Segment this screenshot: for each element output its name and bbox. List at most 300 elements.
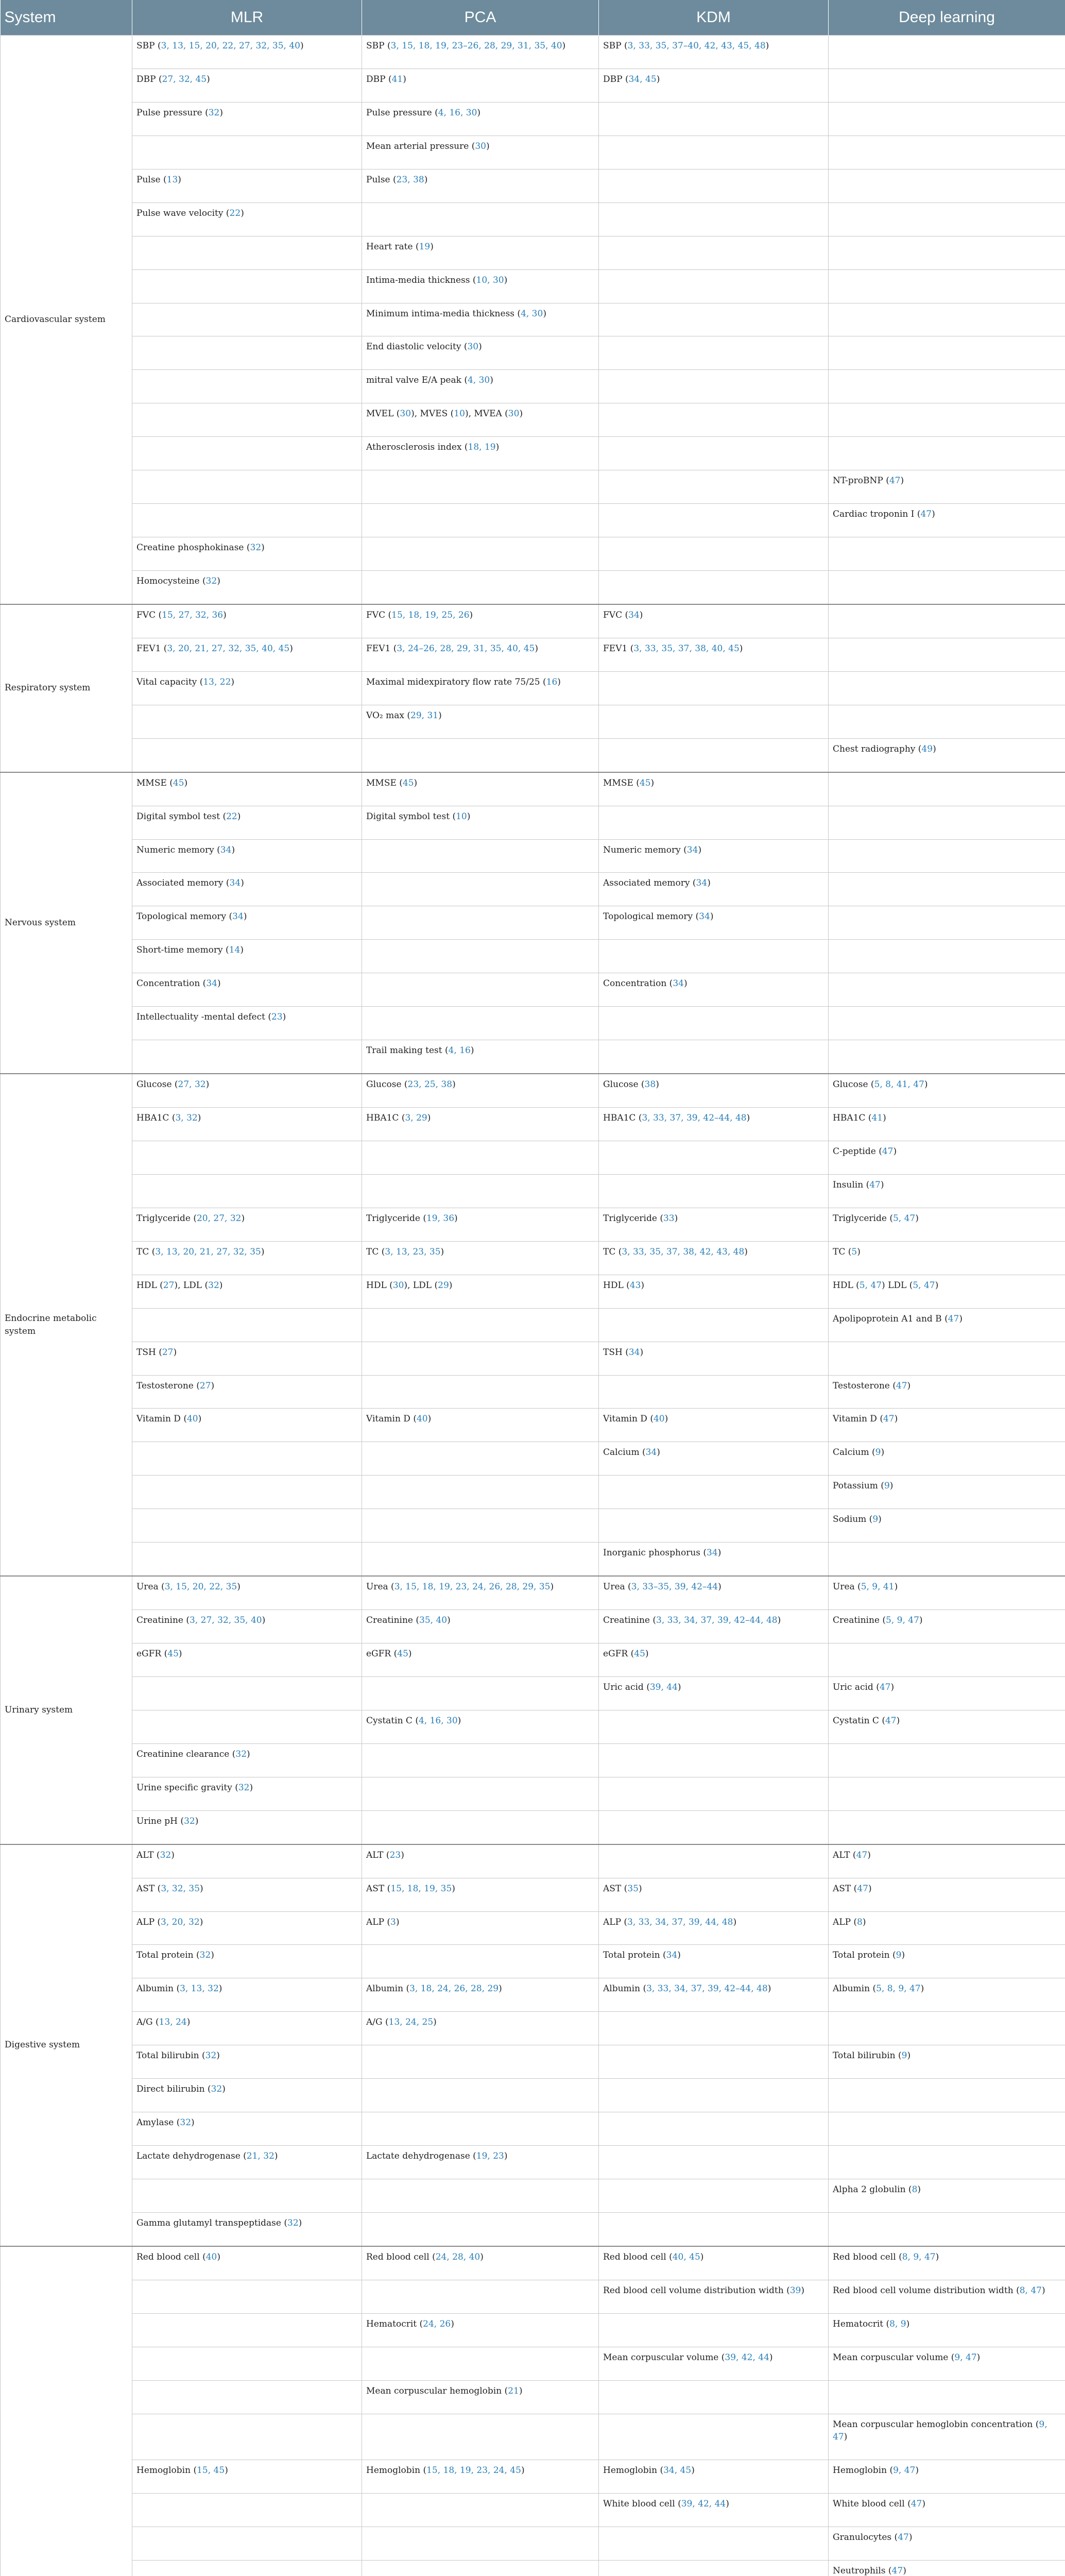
table-cell: HBA1C (41) — [829, 1108, 1065, 1141]
table-cell — [599, 2414, 829, 2460]
header-deep-learning: Deep learning — [829, 0, 1065, 36]
table-cell — [599, 2560, 829, 2576]
table-cell — [132, 2380, 362, 2414]
citation-ref[interactable]: 4, 30 — [521, 308, 543, 319]
table-row — [1, 303, 1065, 336]
citation-ref[interactable]: 32 — [199, 1950, 211, 1961]
table-row — [1, 2012, 1065, 2045]
table-cell — [132, 336, 362, 370]
table-cell — [829, 1777, 1065, 1810]
citation-ref[interactable]: 45 — [402, 777, 414, 788]
citation-ref[interactable]: 30 — [467, 342, 479, 352]
citation-ref[interactable]: 19, 36 — [426, 1213, 455, 1224]
citation-ref[interactable]: 9, 47 — [893, 2465, 916, 2476]
citation-ref[interactable]: 3, 33, 34, 37, 39, 42–44, 48 — [646, 1984, 768, 1994]
table-row — [1, 738, 1065, 772]
citation-ref[interactable]: 5 — [851, 1246, 857, 1257]
table-cell: AST (47) — [829, 1878, 1065, 1911]
citation-ref[interactable]: 16 — [546, 676, 558, 687]
citation-ref[interactable]: 45 — [167, 1649, 179, 1659]
citation-ref[interactable]: 9, 47 — [954, 2352, 977, 2363]
table-cell: Digital symbol test (10) — [362, 806, 599, 839]
table-row — [1, 1074, 1065, 1107]
table-cell — [829, 2012, 1065, 2045]
citation-ref[interactable]: 32 — [208, 107, 220, 118]
citation-ref[interactable]: 13, 24, 25 — [388, 2017, 434, 2028]
table-cell: Intima-media thickness (10, 30) — [362, 269, 599, 303]
citation-ref[interactable]: 32 — [160, 1850, 171, 1860]
table-row — [1, 1810, 1065, 1844]
table-cell: Short-time memory (14) — [132, 940, 362, 973]
citation-ref[interactable]: 22 — [226, 811, 237, 822]
citation-ref[interactable]: 40 — [653, 1414, 665, 1425]
table-cell — [599, 1810, 829, 1844]
citation-ref[interactable]: 3, 15, 18, 19, 23, 24, 26, 28, 29, 35 — [394, 1582, 551, 1592]
citation-ref[interactable]: 3, 24–26, 28, 29, 31, 35, 40, 45 — [397, 643, 535, 654]
citation-ref[interactable]: 9 — [901, 2050, 907, 2061]
citation-ref[interactable]: 14 — [229, 945, 241, 956]
citation-ref[interactable]: 40 — [205, 2251, 217, 2262]
table-cell — [362, 470, 599, 504]
table-cell — [829, 638, 1065, 671]
citation-ref[interactable]: 32 — [205, 576, 217, 586]
citation-ref[interactable]: 47 — [882, 1146, 894, 1157]
table-cell: Calcium (34) — [599, 1442, 829, 1476]
citation-ref[interactable]: 40, 45 — [672, 2251, 700, 2262]
citation-ref[interactable]: 4, 30 — [467, 375, 490, 386]
table-cell: Insulin (47) — [829, 1174, 1065, 1208]
citation-ref[interactable]: 3, 32, 35 — [161, 1883, 200, 1894]
citation-ref[interactable]: 18, 19 — [468, 442, 496, 453]
table-cell — [362, 2560, 599, 2576]
citation-ref[interactable]: 30 — [508, 409, 520, 419]
table-cell: Neutrophils (47) — [829, 2560, 1065, 2576]
citation-ref[interactable]: 3, 13, 15, 20, 22, 27, 32, 35, 40 — [161, 41, 300, 51]
table-row — [1, 839, 1065, 873]
citation-ref[interactable]: 47 — [869, 1179, 881, 1190]
citation-ref[interactable]: 34 — [229, 878, 241, 889]
table-cell: Glucose (23, 25, 38) — [362, 1074, 599, 1107]
table-row — [1, 1442, 1065, 1476]
citation-ref[interactable]: 3, 15, 18, 19, 23–26, 28, 29, 31, 35, 40 — [390, 41, 562, 51]
table-cell: Minimum intima-media thickness (4, 30) — [362, 303, 599, 336]
table-cell: MMSE (45) — [362, 772, 599, 806]
table-cell — [599, 2179, 829, 2213]
citation-ref[interactable]: 3, 33, 35, 37, 38, 40, 45 — [633, 643, 740, 654]
citation-ref[interactable]: 10 — [456, 811, 467, 822]
citation-ref[interactable]: 32 — [238, 1782, 250, 1793]
citation-ref[interactable]: 8 — [912, 2184, 918, 2195]
table-cell — [829, 940, 1065, 973]
citation-ref[interactable]: 45 — [634, 1649, 645, 1659]
citation-ref[interactable]: 3, 33, 34, 37, 39, 44, 48 — [627, 1917, 733, 1927]
system-cell: Urinary system — [1, 1576, 132, 1844]
citation-ref[interactable]: 34 — [232, 911, 244, 922]
citation-ref[interactable]: 3, 13, 23, 35 — [385, 1246, 441, 1257]
citation-ref[interactable]: 33 — [663, 1213, 675, 1224]
citation-ref[interactable]: 32 — [184, 1816, 195, 1826]
table-cell: Urea (5, 9, 41) — [829, 1576, 1065, 1609]
citation-ref[interactable]: 15, 18, 19, 23, 24, 45 — [426, 2465, 521, 2476]
citation-ref[interactable]: 23, 25, 38 — [407, 1079, 453, 1090]
table-cell: FEV1 (3, 24–26, 28, 29, 31, 35, 40, 45) — [362, 638, 599, 671]
citation-ref[interactable]: 13, 24 — [159, 2017, 187, 2028]
table-cell: Pulse (23, 38) — [362, 169, 599, 202]
citation-ref[interactable]: 22 — [229, 208, 241, 218]
citation-ref[interactable]: 27 — [199, 1380, 211, 1391]
table-cell — [829, 604, 1065, 638]
citation-ref[interactable]: 32 — [250, 543, 262, 553]
citation-ref[interactable]: 8, 9 — [889, 2318, 906, 2329]
citation-ref[interactable]: 47 — [857, 1883, 868, 1894]
citation-ref[interactable]: 34 — [628, 1347, 640, 1358]
citation-ref[interactable]: 3, 20, 21, 27, 32, 35, 40, 45 — [167, 643, 290, 654]
citation-ref[interactable]: 34 — [628, 609, 640, 620]
table-cell: Hematocrit (24, 26) — [362, 2313, 599, 2347]
table-row — [1, 806, 1065, 839]
table-cell — [362, 1007, 599, 1040]
citation-ref[interactable]: 3, 13, 32 — [180, 1984, 219, 1994]
citation-ref[interactable]: 32 — [208, 1280, 219, 1291]
citation-ref[interactable]: 8, 9, 47 — [902, 2251, 936, 2262]
table-cell: AST (35) — [599, 1878, 829, 1911]
citation-ref[interactable]: 27 — [162, 1347, 174, 1358]
table-row — [1, 1710, 1065, 1743]
citation-ref[interactable]: 15, 18, 19, 25, 26 — [391, 609, 470, 620]
table-cell: TC (3, 33, 35, 37, 38, 42, 43, 48) — [599, 1241, 829, 1275]
citation-ref[interactable]: 49 — [921, 743, 933, 754]
citation-ref[interactable]: 23 — [389, 1850, 401, 1860]
table-cell: Potassium (9) — [829, 1476, 1065, 1509]
citation-ref[interactable]: 10, 30 — [476, 275, 504, 285]
table-cell: Urea (3, 15, 18, 19, 23, 24, 26, 28, 29, 35) — [362, 1576, 599, 1609]
header-row — [1, 0, 1065, 36]
citation-ref[interactable]: 3, 33, 37, 39, 42–44, 48 — [642, 1113, 747, 1123]
citation-ref[interactable]: 8 — [857, 1917, 863, 1927]
citation-ref[interactable]: 3, 33, 35, 37–40, 42, 43, 45, 48 — [627, 41, 766, 51]
citation-ref[interactable]: 27, 32 — [178, 1079, 206, 1090]
citation-ref[interactable]: 9 — [884, 1481, 890, 1492]
table-cell — [829, 135, 1065, 169]
citation-ref[interactable]: 5, 47 — [859, 1280, 882, 1291]
citation-ref[interactable]: 10 — [454, 409, 465, 419]
citation-ref[interactable]: 29, 31 — [410, 710, 439, 721]
table-row — [1, 940, 1065, 973]
table-cell: Numeric memory (34) — [599, 839, 829, 873]
citation-ref[interactable]: 3, 32 — [175, 1113, 198, 1123]
citation-ref[interactable]: 34 — [696, 878, 708, 889]
table-cell: FVC (15, 27, 32, 36) — [132, 604, 362, 638]
table-cell: Intellectuality -mental defect (23) — [132, 1007, 362, 1040]
table-cell — [599, 806, 829, 839]
citation-ref[interactable]: 47 — [891, 2565, 903, 2576]
table-cell — [132, 470, 362, 504]
citation-ref[interactable]: 3, 27, 32, 35, 40 — [190, 1615, 262, 1626]
table-cell: FVC (34) — [599, 604, 829, 638]
citation-ref[interactable]: 47 — [948, 1313, 959, 1324]
citation-ref[interactable]: 40 — [186, 1414, 198, 1425]
table-cell — [599, 169, 829, 202]
citation-ref[interactable]: 39, 42, 44 — [725, 2352, 769, 2363]
table-row — [1, 1777, 1065, 1810]
citation-ref[interactable]: 29 — [438, 1280, 449, 1291]
citation-ref[interactable]: 5, 47 — [892, 1213, 916, 1224]
citation-ref[interactable]: 3, 20, 32 — [161, 1917, 200, 1927]
citation-ref[interactable]: 40 — [416, 1414, 428, 1425]
citation-ref[interactable]: 35, 40 — [419, 1615, 448, 1626]
table-cell: Red blood cell (40, 45) — [599, 2246, 829, 2280]
table-cell: SBP (3, 33, 35, 37–40, 42, 43, 45, 48) — [599, 36, 829, 69]
citation-ref[interactable]: 32 — [287, 2217, 299, 2228]
citation-ref[interactable]: 39 — [789, 2285, 801, 2296]
table-cell: MMSE (45) — [599, 772, 829, 806]
table-row — [1, 202, 1065, 236]
table-row — [1, 973, 1065, 1007]
table-cell: Numeric memory (34) — [132, 839, 362, 873]
table-cell: Cystatin C (4, 16, 30) — [362, 1710, 599, 1743]
citation-ref[interactable]: 9 — [872, 1514, 879, 1525]
table-cell: Urea (3, 33–35, 39, 42–44) — [599, 1576, 829, 1609]
citation-ref[interactable]: 47 — [896, 1380, 907, 1391]
table-cell — [599, 1476, 829, 1509]
table-cell: Concentration (34) — [132, 973, 362, 1007]
table-cell: ALP (3) — [362, 1911, 599, 1945]
table-cell: eGFR (45) — [132, 1643, 362, 1677]
table-row — [1, 2146, 1065, 2179]
citation-ref[interactable]: 21 — [508, 2385, 519, 2396]
citation-ref[interactable]: 23 — [271, 1012, 283, 1023]
citation-ref[interactable]: 15, 18, 19, 35 — [390, 1883, 452, 1894]
table-cell — [599, 2045, 829, 2079]
table-cell — [599, 1844, 829, 1878]
citation-ref[interactable]: 47 — [920, 509, 932, 520]
citation-ref[interactable]: 47 — [889, 476, 901, 486]
citation-ref[interactable]: 39, 44 — [649, 1682, 678, 1692]
table-cell: NT-proBNP (47) — [829, 470, 1065, 504]
citation-ref[interactable]: 47 — [885, 1715, 897, 1726]
table-cell — [829, 2079, 1065, 2112]
table-cell — [829, 437, 1065, 470]
system-cell: Cardiovascular system — [1, 36, 132, 604]
table-cell: Uric acid (47) — [829, 1676, 1065, 1710]
table-cell — [132, 1676, 362, 1710]
table-cell — [132, 236, 362, 269]
table-row — [1, 135, 1065, 169]
citation-ref[interactable]: 47 — [879, 1682, 891, 1692]
citation-ref[interactable]: 45 — [397, 1649, 408, 1659]
table-row — [1, 1007, 1065, 1040]
table-cell — [362, 1141, 599, 1174]
citation-ref[interactable]: 34 — [707, 1548, 718, 1558]
table-cell: TSH (34) — [599, 1342, 829, 1375]
citation-ref[interactable]: 9, 47 — [833, 2419, 1047, 2443]
table-cell — [132, 2494, 362, 2527]
citation-ref[interactable]: 3, 33, 35, 37, 38, 42, 43, 48 — [622, 1246, 745, 1257]
citation-ref[interactable]: 5, 8, 9, 47 — [876, 1984, 921, 1994]
table-cell — [599, 537, 829, 571]
table-row — [1, 873, 1065, 906]
citation-ref[interactable]: 45 — [173, 777, 184, 788]
citation-ref[interactable]: 45 — [639, 777, 651, 788]
table-cell — [829, 336, 1065, 370]
citation-ref[interactable]: 41 — [871, 1113, 883, 1123]
table-cell: Urea (3, 15, 20, 22, 35) — [132, 1576, 362, 1609]
citation-ref[interactable]: 3 — [390, 1917, 396, 1927]
citation-ref[interactable]: 32 — [235, 1749, 247, 1759]
table-cell — [599, 236, 829, 269]
table-cell: MVEL (30), MVES (10), MVEA (30) — [362, 403, 599, 437]
citation-ref[interactable]: 20, 27, 32 — [196, 1213, 242, 1224]
citation-ref[interactable]: 41 — [391, 74, 403, 84]
table-cell: Cardiac troponin I (47) — [829, 504, 1065, 537]
table-row — [1, 269, 1065, 303]
table-cell: Hematocrit (8, 9) — [829, 2313, 1065, 2347]
table-cell: HDL (27), LDL (32) — [132, 1275, 362, 1308]
table-row — [1, 36, 1065, 69]
table-cell — [599, 437, 829, 470]
citation-ref[interactable]: 3, 33–35, 39, 42–44 — [631, 1582, 718, 1592]
citation-ref[interactable]: 4, 16 — [448, 1045, 471, 1056]
table-cell: TSH (27) — [132, 1342, 362, 1375]
citation-ref[interactable]: 34 — [645, 1447, 657, 1458]
table-cell — [132, 1442, 362, 1476]
citation-ref[interactable]: 23, 38 — [396, 174, 424, 185]
table-cell — [132, 2280, 362, 2313]
table-cell: Pulse pressure (32) — [132, 102, 362, 135]
table-cell — [599, 2079, 829, 2112]
table-cell — [362, 2347, 599, 2380]
citation-ref[interactable]: 35 — [627, 1883, 639, 1894]
citation-ref[interactable]: 43 — [629, 1280, 641, 1291]
citation-ref[interactable]: 34 — [699, 911, 710, 922]
table-cell: Albumin (3, 33, 34, 37, 39, 42–44, 48) — [599, 1978, 829, 2012]
table-cell: Total protein (32) — [132, 1945, 362, 1978]
citation-ref[interactable]: 30 — [475, 141, 486, 151]
table-row — [1, 370, 1065, 403]
citation-ref[interactable]: 4, 16, 30 — [438, 107, 477, 118]
table-cell: Red blood cell (24, 28, 40) — [362, 2246, 599, 2280]
table-row — [1, 1141, 1065, 1174]
citation-ref[interactable]: 38 — [644, 1079, 656, 1090]
citation-ref[interactable]: 24, 26 — [423, 2318, 451, 2329]
citation-ref[interactable]: 34 — [686, 844, 698, 855]
citation-ref[interactable]: 5, 47 — [913, 1280, 935, 1291]
table-cell — [829, 1342, 1065, 1375]
citation-ref[interactable]: 3, 29 — [405, 1113, 427, 1123]
table-cell — [829, 772, 1065, 806]
system-cell: Respiratory system — [1, 604, 132, 772]
table-cell — [362, 2494, 599, 2527]
table-cell — [362, 1945, 599, 1978]
table-row — [1, 2560, 1065, 2576]
citation-ref[interactable]: 34, 45 — [628, 74, 657, 84]
citation-ref[interactable]: 19, 23 — [476, 2151, 504, 2162]
table-cell: Total bilirubin (9) — [829, 2045, 1065, 2079]
citation-ref[interactable]: 39, 42, 44 — [681, 2499, 726, 2510]
table-row — [1, 1409, 1065, 1442]
table-cell — [829, 169, 1065, 202]
table-cell: Creatinine clearance (32) — [132, 1743, 362, 1777]
table-cell — [362, 1810, 599, 1844]
citation-ref[interactable]: 19 — [419, 241, 431, 252]
table-cell — [599, 1174, 829, 1208]
table-cell — [132, 1174, 362, 1208]
citation-ref[interactable]: 4, 16, 30 — [418, 1715, 458, 1726]
citation-ref[interactable]: 34, 45 — [663, 2465, 692, 2476]
citation-ref[interactable]: 24, 28, 40 — [435, 2251, 480, 2262]
citation-ref[interactable]: 47 — [911, 2499, 922, 2510]
table-cell — [362, 940, 599, 973]
citation-ref[interactable]: 21, 32 — [246, 2151, 274, 2162]
citation-ref[interactable]: 3, 13, 20, 21, 27, 32, 35 — [155, 1246, 261, 1257]
citation-ref[interactable]: 47 — [856, 1850, 868, 1860]
table-cell — [362, 1442, 599, 1476]
citation-ref[interactable]: 9 — [875, 1447, 881, 1458]
citation-ref[interactable]: 34 — [220, 844, 232, 855]
table-cell — [362, 1676, 599, 1710]
table-cell: Glucose (5, 8, 41, 47) — [829, 1074, 1065, 1107]
citation-ref[interactable]: 34 — [206, 978, 217, 989]
citation-ref[interactable]: 32 — [211, 2084, 222, 2095]
citation-ref[interactable]: 30 — [392, 1280, 404, 1291]
table-cell — [599, 2313, 829, 2347]
table-row — [1, 1543, 1065, 1576]
citation-ref[interactable]: 47 — [883, 1414, 895, 1425]
table-cell — [362, 2527, 599, 2561]
table-row — [1, 2212, 1065, 2246]
table-cell: Trail making test (4, 16) — [362, 1040, 599, 1074]
table-cell: Creatinine (3, 33, 34, 37, 39, 42–44, 48) — [599, 1610, 829, 1643]
citation-ref[interactable]: 13 — [166, 174, 178, 185]
citation-ref[interactable]: 34 — [666, 1950, 678, 1961]
table-cell — [599, 370, 829, 403]
table-cell — [132, 2313, 362, 2347]
table-row — [1, 1174, 1065, 1208]
table-cell: Gamma glutamyl transpeptidase (32) — [132, 2212, 362, 2246]
table-row — [1, 2280, 1065, 2313]
table-cell: Red blood cell (40) — [132, 2246, 362, 2280]
citation-ref[interactable]: 3, 15, 20, 22, 35 — [164, 1582, 237, 1592]
citation-ref[interactable]: 32 — [180, 2117, 192, 2128]
table-cell — [599, 1509, 829, 1543]
table-cell: Maximal midexpiratory flow rate 75/25 (16) — [362, 671, 599, 705]
citation-ref[interactable]: 32 — [205, 2050, 217, 2061]
citation-ref[interactable]: 15, 27, 32, 36 — [162, 609, 224, 620]
table-cell: Testosterone (27) — [132, 1375, 362, 1409]
table-cell: SBP (3, 13, 15, 20, 22, 27, 32, 35, 40) — [132, 36, 362, 69]
citation-ref[interactable]: 5, 9, 47 — [886, 1615, 919, 1626]
citation-ref[interactable]: 15, 45 — [197, 2465, 225, 2476]
citation-ref[interactable]: 5, 9, 41 — [861, 1582, 895, 1592]
table-row — [1, 69, 1065, 102]
citation-ref[interactable]: 9 — [896, 1950, 902, 1961]
table-row — [1, 470, 1065, 504]
table-row — [1, 2313, 1065, 2347]
citation-ref[interactable]: 3, 18, 24, 26, 28, 29 — [409, 1984, 499, 1994]
citation-ref[interactable]: 5, 8, 41, 47 — [874, 1079, 924, 1090]
citation-ref[interactable]: 27, 32, 45 — [162, 74, 207, 84]
citation-ref[interactable]: 27 — [163, 1280, 175, 1291]
table-cell — [132, 1710, 362, 1743]
table-cell — [132, 2179, 362, 2213]
citation-ref[interactable]: 8, 47 — [1019, 2285, 1042, 2296]
citation-ref[interactable]: 3, 33, 34, 37, 39, 42–44, 48 — [656, 1615, 778, 1626]
citation-ref[interactable]: 47 — [898, 2532, 909, 2543]
citation-ref[interactable]: 30 — [400, 409, 411, 419]
citation-ref[interactable]: 13, 22 — [203, 676, 231, 687]
citation-ref[interactable]: 34 — [673, 978, 684, 989]
table-cell — [599, 2112, 829, 2146]
